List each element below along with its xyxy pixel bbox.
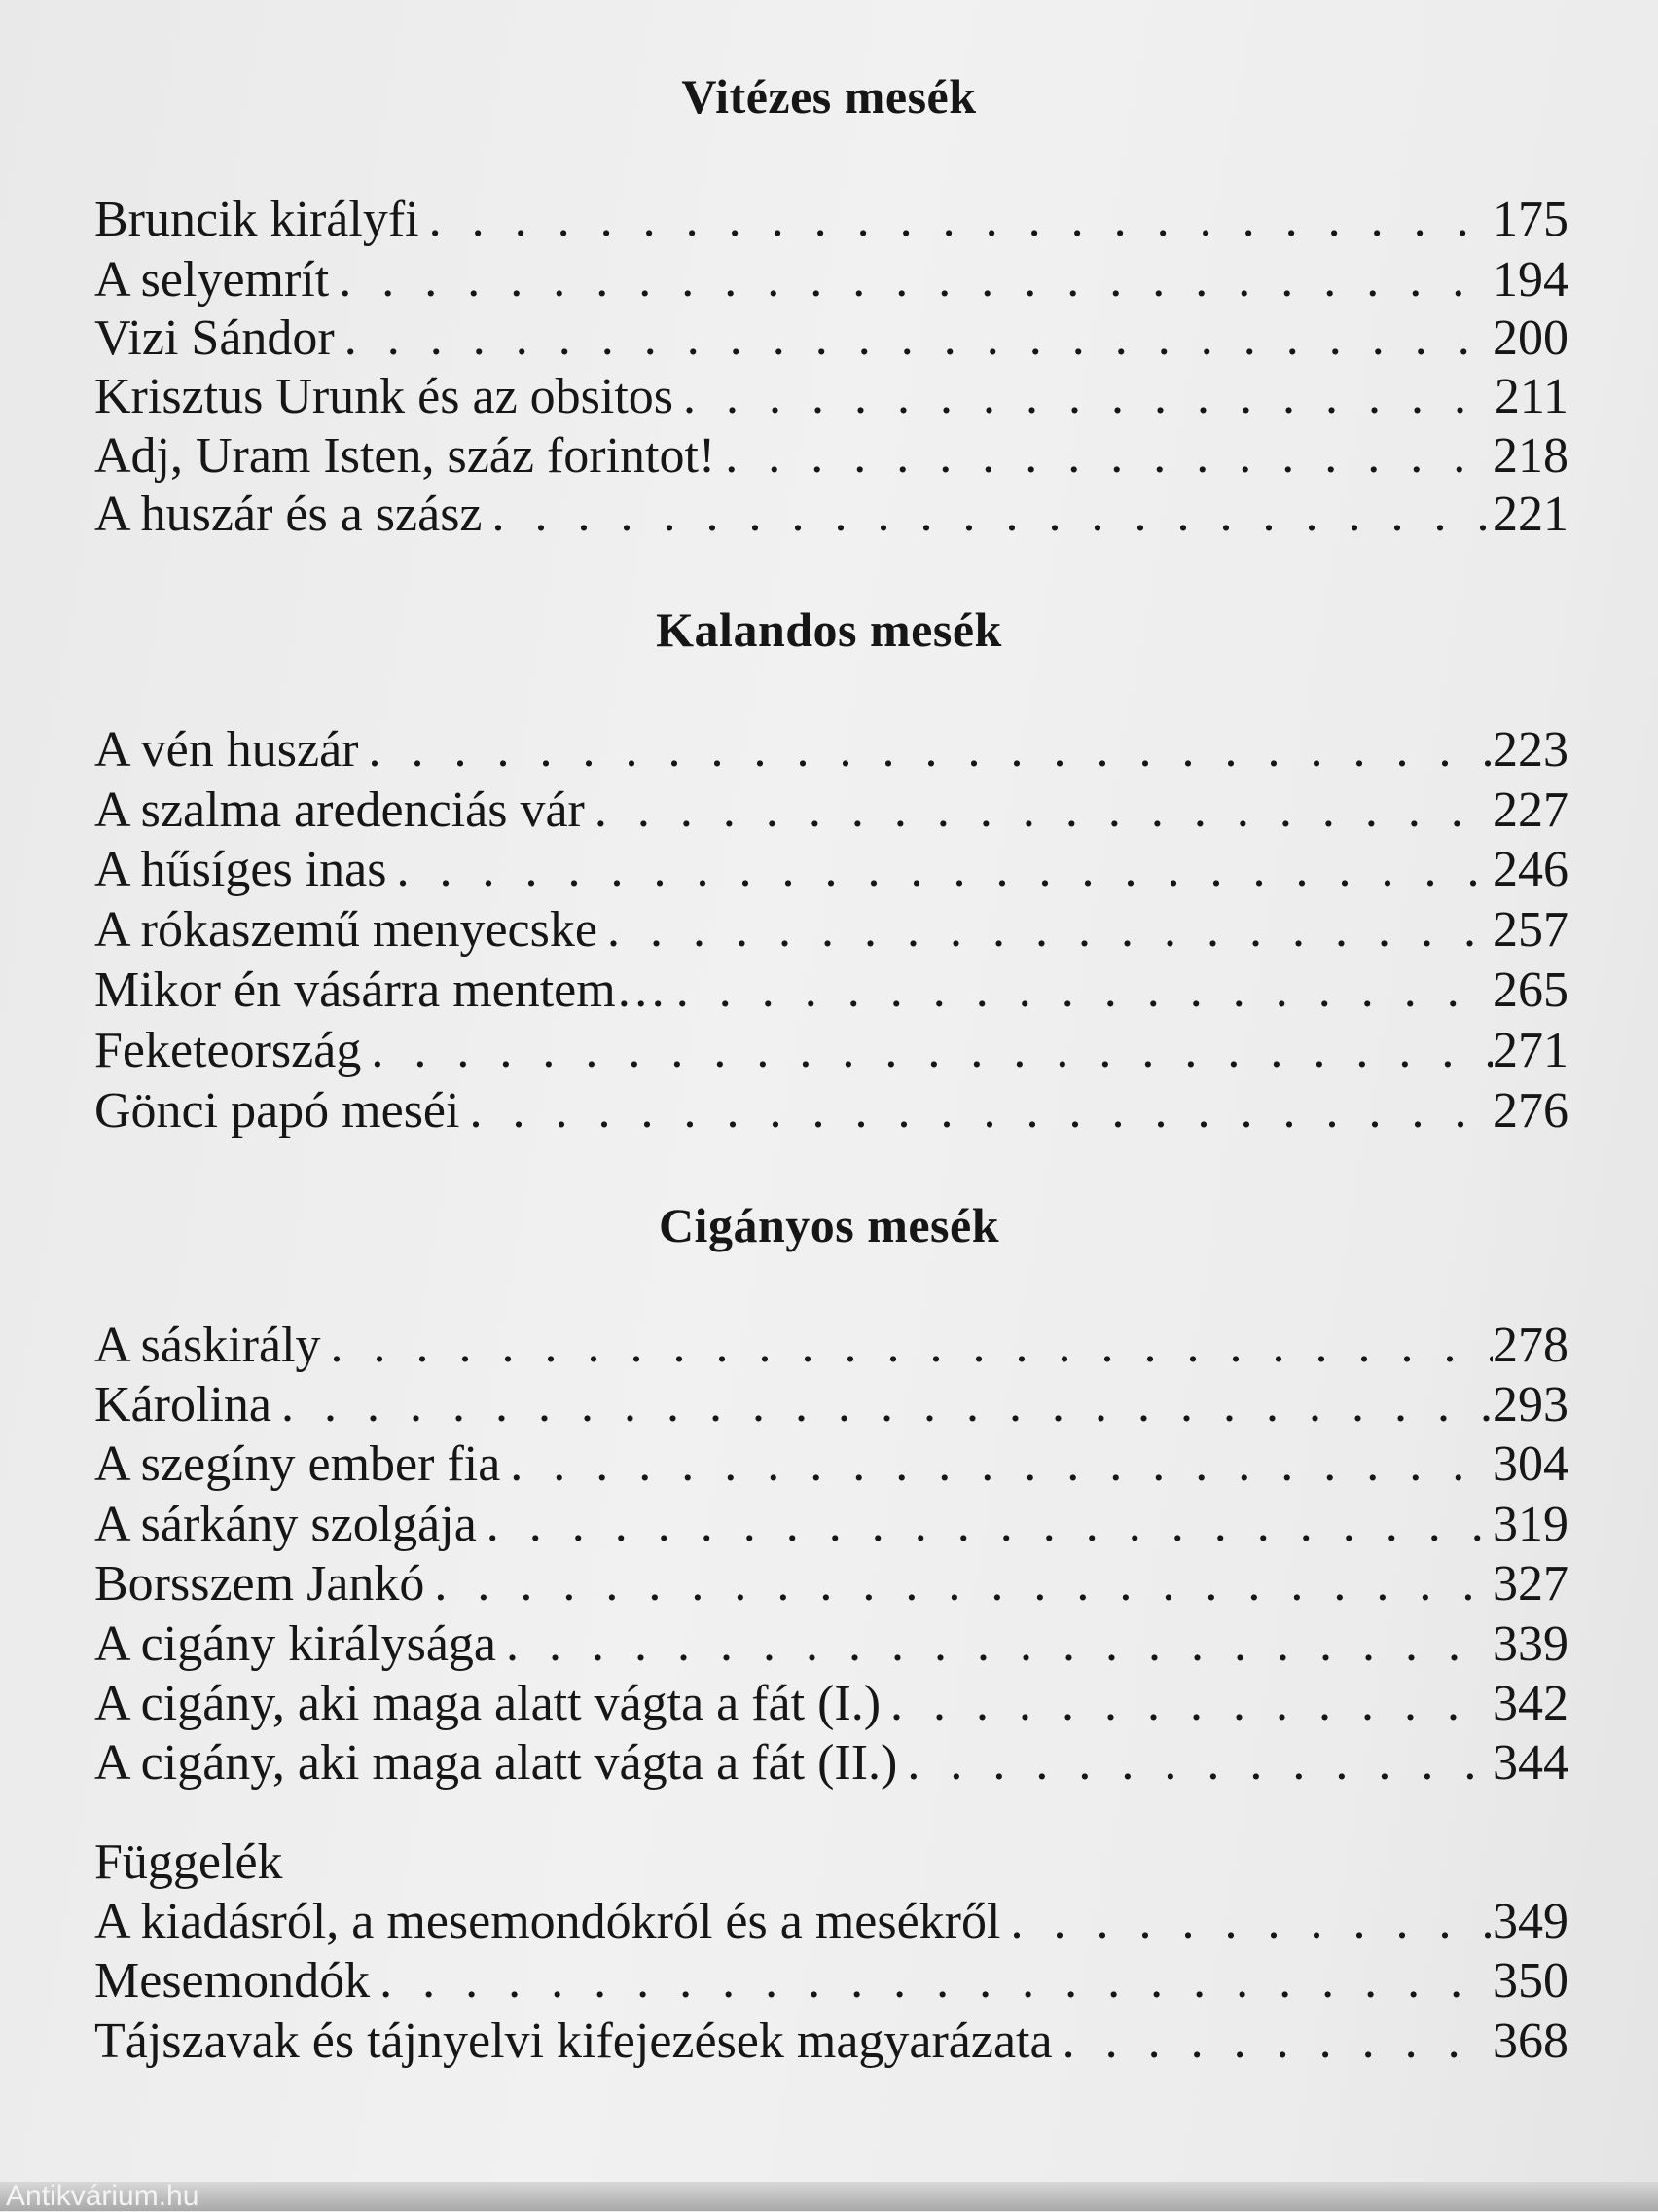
leader-dots (1010, 1892, 1493, 1952)
entry-page: 349 (1493, 1894, 1568, 1949)
entry-page: 200 (1493, 310, 1568, 366)
leader-dots (492, 485, 1493, 545)
leader-dots (506, 1614, 1493, 1675)
toc-entry (94, 485, 1568, 545)
toc-entry (94, 426, 1568, 487)
entry-page: 175 (1493, 192, 1568, 247)
entry-page: 342 (1493, 1676, 1568, 1731)
toc-entry (94, 1892, 1568, 1952)
entry-title: Tájszavak és tájnyelvi kifejezések magyarázata (94, 2013, 1053, 2069)
section-title-vitezes: Vitézes mesék (681, 69, 977, 124)
toc-entry (94, 1614, 1568, 1675)
toc-entry (94, 1495, 1568, 1555)
toc-entry (94, 250, 1568, 310)
entry-page: 344 (1493, 1735, 1568, 1791)
entry-title: A rókaszemű menyecske (94, 902, 597, 958)
toc-entry (94, 1951, 1568, 2012)
leader-dots (890, 1674, 1493, 1734)
entry-page: 257 (1493, 902, 1568, 958)
leader-dots (371, 1021, 1493, 1081)
leader-dots (344, 308, 1493, 369)
toc-entry (94, 190, 1568, 250)
toc-entry (94, 1674, 1568, 1734)
leader-dots (281, 1375, 1493, 1435)
entry-title: A szalma aredenciás vár (94, 782, 585, 838)
entry-title: A hűsíges inas (94, 842, 387, 897)
entry-title: Mesemondók (94, 1953, 371, 2009)
toc-entry (94, 1375, 1568, 1435)
leader-dots (725, 426, 1493, 487)
leader-dots (1063, 2012, 1493, 2072)
entry-title: A selyemrít (94, 252, 330, 308)
entry-title: Gönci papó meséi (94, 1083, 460, 1139)
entry-title: Károlina (94, 1377, 271, 1432)
toc-entry (94, 780, 1568, 841)
entry-title: Krisztus Urunk és az obsitos (94, 369, 674, 424)
leader-dots (607, 900, 1493, 961)
toc-entry (94, 1434, 1568, 1495)
toc-entry (94, 961, 1568, 1021)
entry-title: Adj, Uram Isten, száz forintot! (94, 428, 716, 484)
leader-dots (907, 1733, 1493, 1794)
toc-entry (94, 840, 1568, 900)
entry-page: 278 (1493, 1318, 1568, 1373)
toc-entry (94, 1733, 1568, 1794)
entry-page: 368 (1493, 2013, 1568, 2069)
entry-page: 246 (1493, 842, 1568, 897)
entry-page: 276 (1493, 1083, 1568, 1139)
entry-page: 227 (1493, 782, 1568, 838)
entry-title: A sárkány szolgája (94, 1497, 477, 1552)
entry-title: A cigány királysága (94, 1616, 496, 1672)
entry-title: A cigány, aki maga alatt vágta a fát (I.) (94, 1676, 882, 1731)
toc-entry (94, 367, 1568, 427)
toc-entry (94, 308, 1568, 369)
entry-title: Mikor én vásárra mentem… (94, 962, 667, 1018)
leader-dots (434, 1554, 1493, 1614)
leader-dots (487, 1495, 1493, 1555)
entry-title: Vizi Sándor (94, 310, 335, 366)
entry-page: 271 (1493, 1023, 1568, 1078)
entry-title: A szegíny ember fia (94, 1436, 501, 1492)
entry-page: 265 (1493, 962, 1568, 1018)
toc-entry (94, 1021, 1568, 1081)
entry-title: A sáskirály (94, 1318, 321, 1373)
entry-page: 211 (1494, 369, 1568, 424)
watermark-text: Antikvárium.hu (6, 2180, 199, 2212)
entry-title: A cigány, aki maga alatt vágta a fát (II.) (94, 1735, 898, 1791)
toc-entry (94, 2012, 1568, 2072)
leader-dots (510, 1434, 1493, 1495)
entry-title: A kiadásról, a mesemondókról és a mesékről (94, 1894, 1001, 1949)
entry-title: A vén huszár (94, 722, 359, 778)
entry-page: 350 (1493, 1953, 1568, 2009)
toc-entry (94, 900, 1568, 961)
entry-title: A huszár és a szász (94, 487, 483, 542)
entry-page: 339 (1493, 1616, 1568, 1672)
toc-entry (94, 720, 1568, 780)
leader-dots (676, 961, 1493, 1021)
leader-dots (368, 720, 1493, 780)
entry-page: 319 (1493, 1497, 1568, 1552)
section-title-ciganyos: Cigányos mesék (658, 1198, 1000, 1252)
leader-dots (469, 1081, 1493, 1142)
leader-dots (331, 1316, 1493, 1376)
entry-page: 327 (1493, 1556, 1568, 1612)
entry-page: 304 (1493, 1436, 1568, 1492)
leader-dots (683, 367, 1495, 427)
leader-dots (396, 840, 1493, 900)
entry-title: Bruncik királyfi (94, 192, 419, 247)
entry-page: 218 (1493, 428, 1568, 484)
entry-page: 223 (1493, 722, 1568, 778)
leader-dots (429, 190, 1493, 250)
toc-entry (94, 1081, 1568, 1142)
toc-entry (94, 1554, 1568, 1614)
leader-dots (595, 780, 1493, 841)
entry-title: Borsszem Jankó (94, 1556, 425, 1612)
leader-dots (339, 250, 1493, 310)
watermark-strip (0, 2182, 1658, 2211)
toc-entry (94, 1316, 1568, 1376)
entry-title: Feketeország (94, 1023, 362, 1078)
entry-page: 221 (1493, 487, 1568, 542)
appendix-heading: Függelék (94, 1834, 283, 1890)
entry-page: 293 (1493, 1377, 1568, 1432)
entry-page: 194 (1493, 252, 1568, 308)
section-title-kalandos: Kalandos mesék (656, 602, 1002, 657)
leader-dots (379, 1951, 1493, 2012)
